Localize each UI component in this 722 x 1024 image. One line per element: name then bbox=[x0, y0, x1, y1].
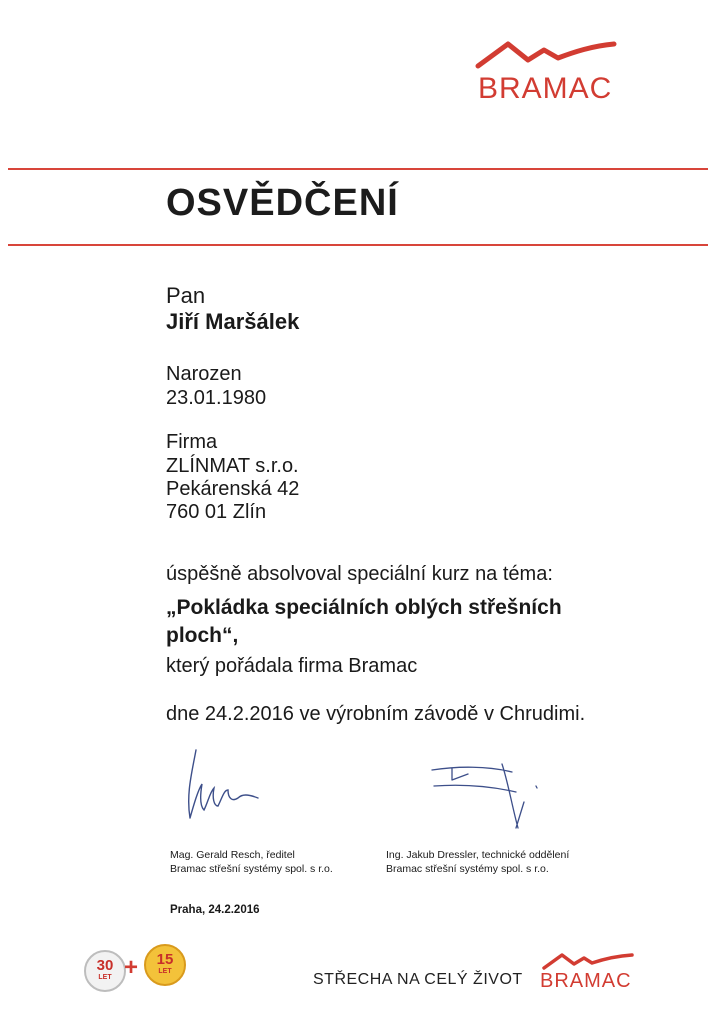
signatory-2 bbox=[386, 848, 569, 876]
signatory-1-company: Bramac střešní systémy spol. s r.o. bbox=[170, 863, 333, 875]
signatory-1 bbox=[170, 848, 333, 876]
course-title bbox=[166, 594, 636, 650]
seal-30-number: 30 bbox=[96, 957, 114, 974]
company-city: 760 01 Zlín bbox=[166, 501, 267, 523]
certificate-title: OSVĚDČENÍ bbox=[166, 182, 399, 224]
plus-sign: + bbox=[124, 954, 139, 981]
salutation: Pan bbox=[166, 283, 206, 308]
brand-name-footer: BRAMAC bbox=[540, 970, 632, 992]
signature-dressler bbox=[428, 758, 548, 834]
course-date-place: dne 24.2.2016 ve výrobním závodě v Chrudimi. bbox=[166, 703, 586, 725]
seal-30-unit: LET bbox=[98, 974, 112, 981]
bramac-logo-top bbox=[474, 36, 644, 106]
recipient-name: Jiří Maršálek bbox=[166, 309, 300, 334]
top-rule bbox=[8, 168, 708, 170]
roof-wave-icon-small bbox=[542, 950, 642, 972]
warranty-seals bbox=[80, 944, 200, 992]
course-title-line1: „Pokládka speciálních oblých střešních bbox=[166, 596, 562, 619]
roof-wave-icon bbox=[474, 36, 624, 72]
place-date: Praha, 24.2.2016 bbox=[170, 904, 260, 916]
bottom-rule bbox=[8, 244, 708, 246]
course-title-line2: ploch“, bbox=[166, 624, 239, 647]
birth-date: 23.01.1980 bbox=[166, 387, 267, 409]
signatory-2-name: Ing. Jakub Dressler, technické oddělení bbox=[386, 849, 570, 861]
company-label: Firma bbox=[166, 431, 218, 453]
bramac-logo-bottom bbox=[540, 950, 650, 994]
course-organizer: který pořádala firma Bramac bbox=[166, 655, 418, 677]
seal-15-number: 15 bbox=[156, 951, 174, 968]
course-intro: úspěšně absolvoval speciální kurz na téma: bbox=[166, 563, 553, 585]
seal-30-years bbox=[84, 950, 126, 992]
birth-label: Narozen bbox=[166, 363, 242, 385]
footer-slogan: STŘECHA NA CELÝ ŽIVOT bbox=[313, 971, 523, 988]
seal-15-years bbox=[144, 944, 186, 986]
company-name: ZLÍNMAT s.r.o. bbox=[166, 455, 299, 477]
company-street: Pekárenská 42 bbox=[166, 478, 300, 500]
signatory-1-name: Mag. Gerald Resch, ředitel bbox=[170, 849, 295, 861]
signatory-2-company: Bramac střešní systémy spol. s r.o. bbox=[386, 863, 549, 875]
signature-resch bbox=[178, 744, 268, 824]
brand-name: BRAMAC bbox=[478, 72, 613, 105]
seal-15-unit: LET bbox=[158, 968, 172, 975]
